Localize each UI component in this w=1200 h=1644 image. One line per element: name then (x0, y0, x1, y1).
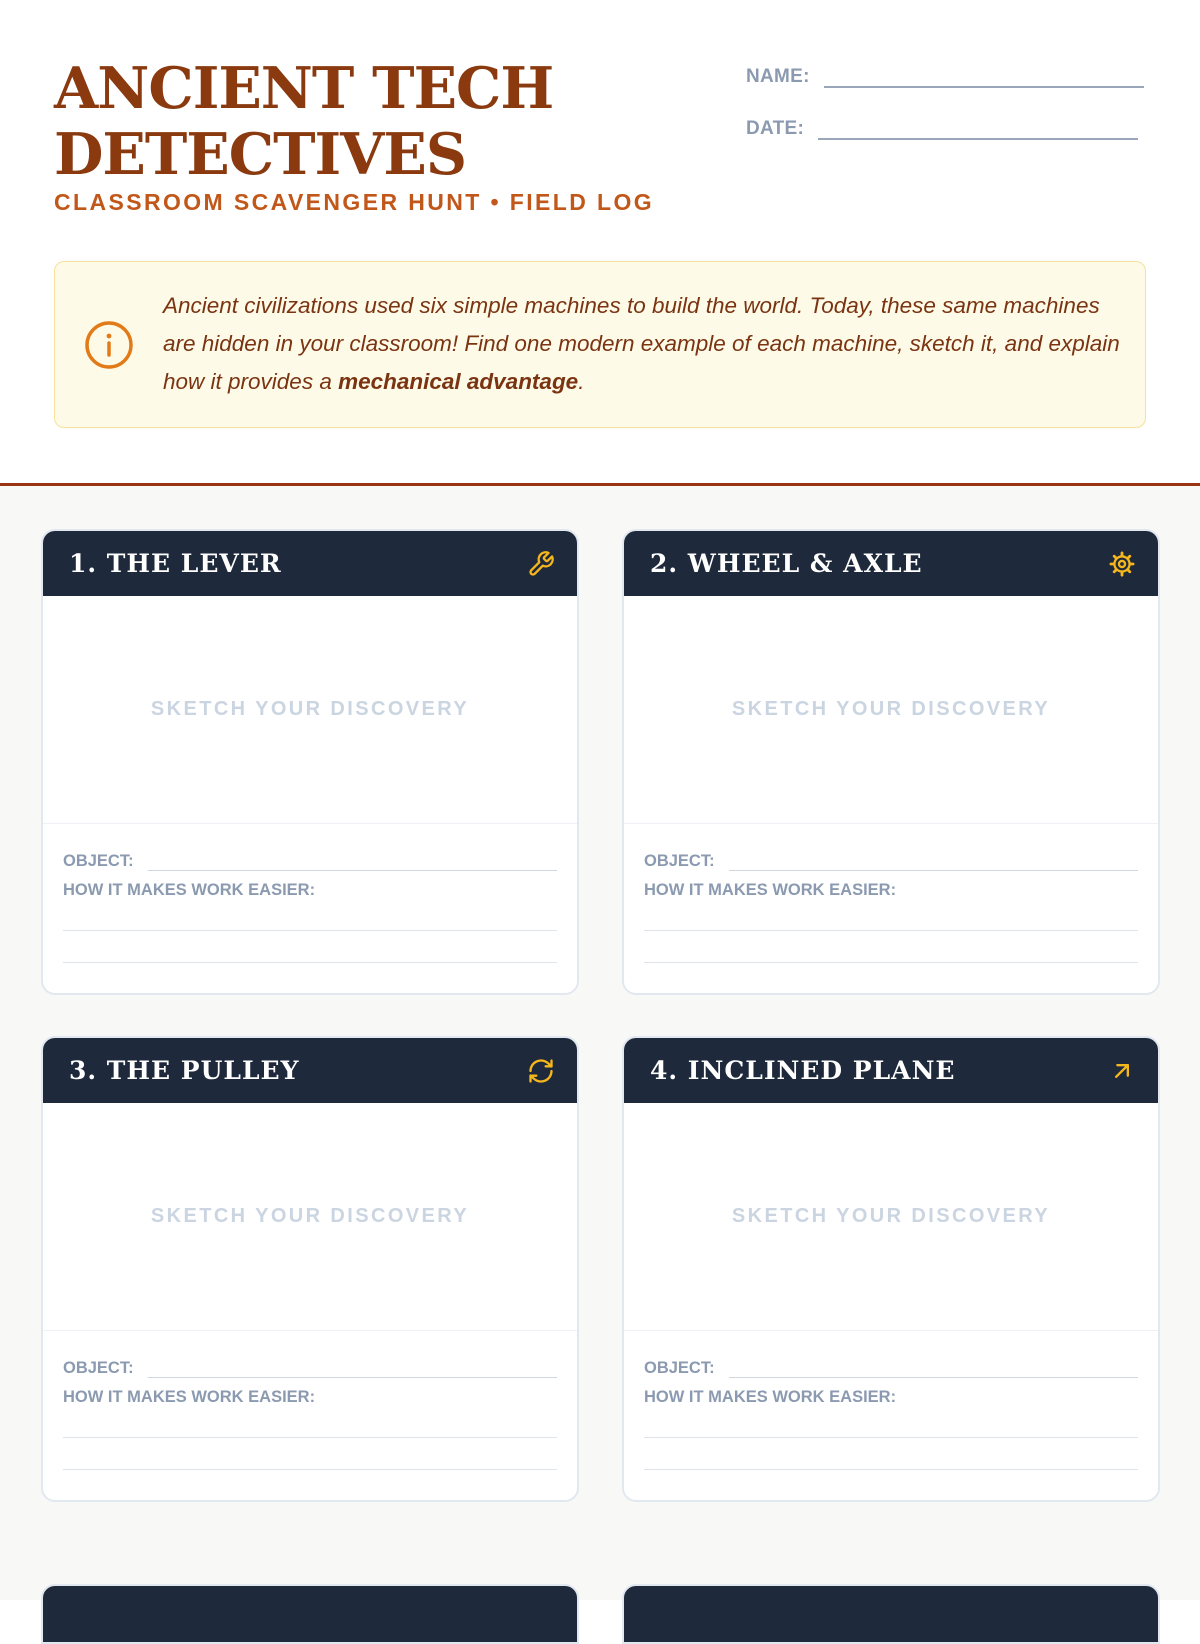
answer-line[interactable] (644, 1438, 1138, 1470)
sketch-area[interactable] (624, 1103, 1158, 1331)
machine-card-inclined-plane (622, 1036, 1160, 1502)
sketch-placeholder: SKETCH YOUR DISCOVERY (150, 698, 470, 720)
info-icon (83, 319, 135, 371)
sketch-placeholder: SKETCH YOUR DISCOVERY (731, 1205, 1051, 1227)
instructions-emphasis: mechanical advantage (338, 369, 579, 394)
machine-card-partial (622, 1584, 1160, 1644)
object-line[interactable] (729, 856, 1138, 871)
title-line-1: ANCIENT TECH (54, 55, 554, 122)
object-field[interactable] (63, 1359, 557, 1378)
answer-line[interactable] (644, 900, 1138, 931)
instructions-box (54, 261, 1146, 428)
title-line-2: DETECTIVES (54, 121, 467, 188)
card-title: 2. WHEEL & AXLE (650, 549, 923, 578)
answer-line[interactable] (63, 900, 557, 931)
sketch-placeholder: SKETCH YOUR DISCOVERY (150, 1205, 470, 1227)
object-field[interactable] (63, 852, 557, 871)
worksheet-header (0, 0, 1200, 486)
page-title (54, 56, 553, 188)
card-title: 1. THE LEVER (69, 549, 282, 578)
wrench-icon (527, 550, 555, 578)
card-header (624, 1038, 1158, 1103)
object-line[interactable] (729, 1363, 1138, 1378)
instructions-text (163, 287, 1123, 401)
name-line[interactable] (824, 64, 1144, 88)
answer-line[interactable] (63, 1407, 557, 1438)
answer-line[interactable] (644, 1407, 1138, 1438)
arrow-up-right-icon (1108, 1057, 1136, 1085)
object-line[interactable] (148, 856, 557, 871)
answer-line[interactable] (63, 1438, 557, 1470)
card-answer-area (624, 852, 1158, 963)
name-label: NAME: (746, 66, 810, 87)
sketch-area[interactable] (43, 1103, 577, 1331)
how-label: HOW IT MAKES WORK EASIER: (644, 881, 897, 899)
instructions-main: Ancient civilizations used six simple machines to build the world. Today, these same machines are hidden in your classroom! Find one modern example of each machine, sketch it, and explain how it provides a (163, 293, 1120, 394)
machine-card-wheel-axle (622, 529, 1160, 995)
card-header (624, 531, 1158, 596)
object-label: OBJECT: (63, 1359, 134, 1377)
card-title: 3. THE PULLEY (69, 1056, 300, 1085)
date-field[interactable] (746, 116, 1138, 140)
machine-card-lever (41, 529, 579, 995)
gear-icon (1108, 550, 1136, 578)
machines-grid (0, 486, 1200, 1600)
card-answer-area (43, 1359, 577, 1470)
answer-line[interactable] (644, 931, 1138, 963)
card-header (43, 531, 577, 596)
object-label: OBJECT: (63, 852, 134, 870)
date-line[interactable] (818, 116, 1138, 140)
object-field[interactable] (644, 852, 1138, 871)
how-label: HOW IT MAKES WORK EASIER: (63, 881, 316, 899)
how-label: HOW IT MAKES WORK EASIER: (644, 1388, 897, 1406)
sketch-placeholder: SKETCH YOUR DISCOVERY (731, 698, 1051, 720)
card-answer-area (43, 852, 577, 963)
date-label: DATE: (746, 118, 805, 139)
object-line[interactable] (148, 1363, 557, 1378)
card-answer-area (624, 1359, 1158, 1470)
refresh-cycle-icon (527, 1057, 555, 1085)
answer-line[interactable] (63, 931, 557, 963)
page-subtitle: CLASSROOM SCAVENGER HUNT • FIELD LOG (54, 189, 655, 215)
card-title: 4. INCLINED PLANE (650, 1056, 956, 1085)
machine-card-pulley (41, 1036, 579, 1502)
name-field[interactable] (746, 64, 1144, 88)
sketch-area[interactable] (624, 596, 1158, 824)
sketch-area[interactable] (43, 596, 577, 824)
instructions-end: . (578, 369, 585, 394)
object-field[interactable] (644, 1359, 1138, 1378)
object-label: OBJECT: (644, 852, 715, 870)
card-header (43, 1038, 577, 1103)
how-label: HOW IT MAKES WORK EASIER: (63, 1388, 316, 1406)
object-label: OBJECT: (644, 1359, 715, 1377)
machine-card-partial (41, 1584, 579, 1644)
